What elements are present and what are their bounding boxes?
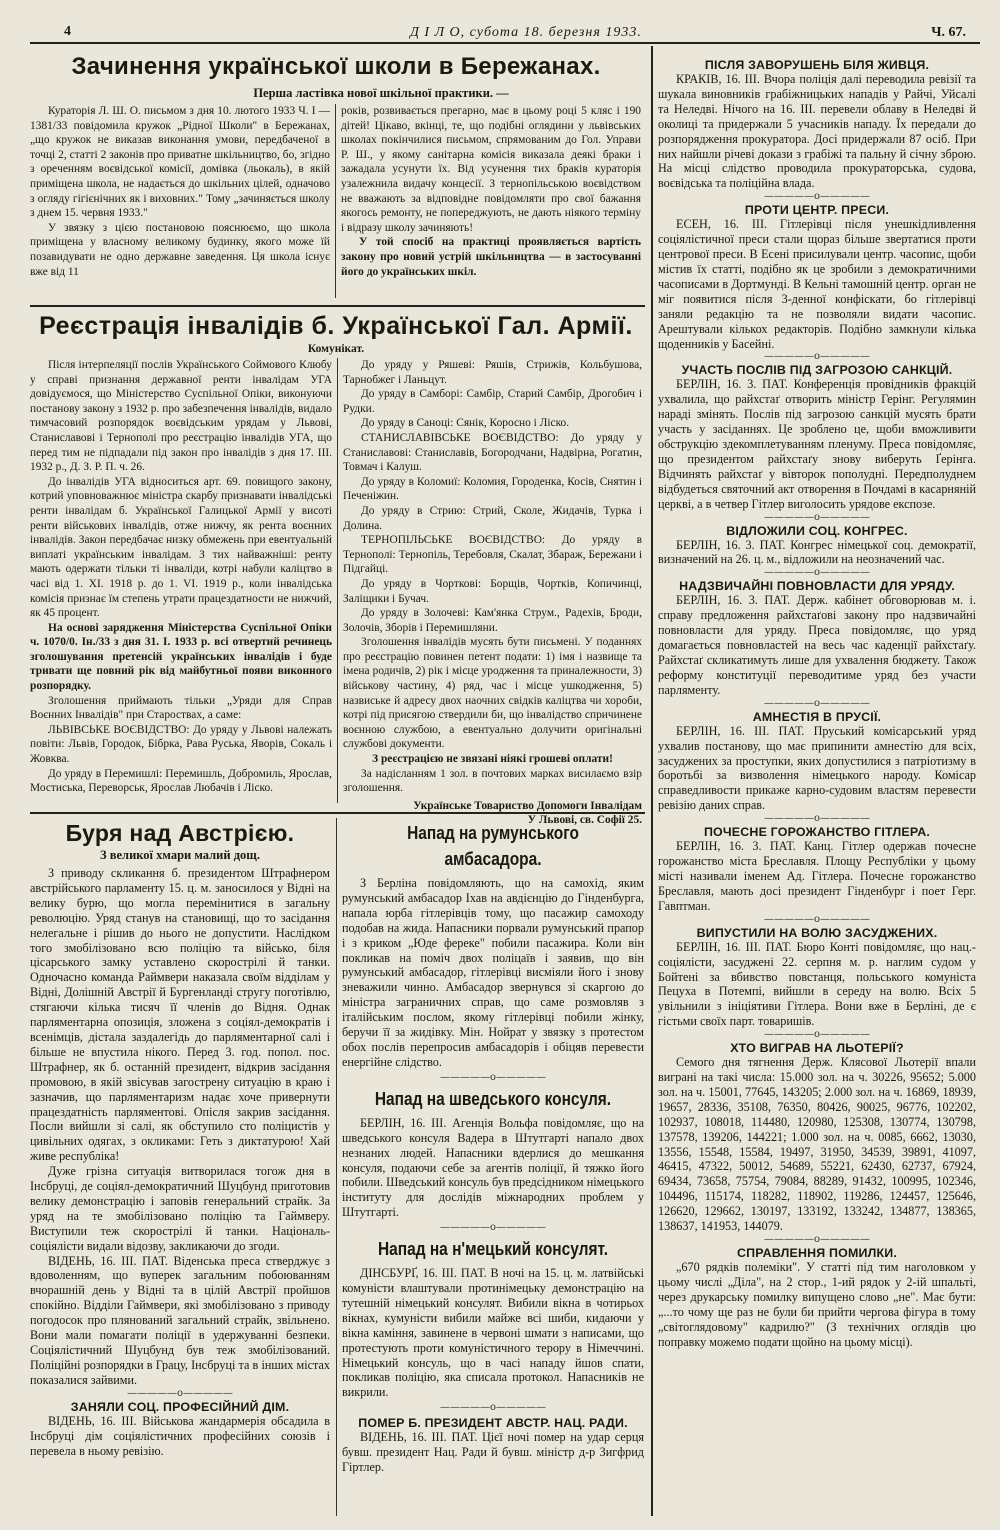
signature-address: У Львові, св. Софії 25. [527,814,642,827]
masthead-dateline: Д І Л О, субота 18. березня 1933. [410,25,642,40]
paragraph: До уряду в Коломиї: Коломия, Городенка, Косів, Снятин і Печеніжин. [343,475,642,503]
paragraph: До уряду в Перемишлі: Перемишль, Добромиль, Ярослав, Мостиська, Переворськ, Ярослав Любачів і Ліско. [30,767,332,795]
paragraph: КРАКІВ, 16. III. Вчора поліція далі переводила ревізії та шукала виновників грабіжницьких нападів у Райчі, Уйсалі та Неледві. Нічого на 16. III. перевели облаву в Неледві й околиці та придержали 5 учасників нападу. Їх передали до розпорядження прокуратора. Досі придержали 87 осіб. При них найшли річеві докази з грабіжі та пальну й січну зброю. На місці слідство проводила прокураторська, судова, воєвідська та поліційна влада. [658,72,976,191]
article-swedish-title: Напад на шведського консуля. [374,1088,612,1109]
article-german-title: Напад на н'мецький консулят. [377,1239,609,1260]
news-title: НАДЗВИЧАЙНІ ПОВНОВЛАСТИ ДЛЯ УРЯДУ. [679,579,955,594]
article-invalids-col1 [30,358,332,808]
separator: —————o————— [763,913,871,925]
separator: —————o————— [763,351,871,363]
paragraph: До уряду в Золочеві: Кам'янка Струм., Радехів, Броди, Золочів, Зборів і Перемишляни. [343,607,642,634]
news-title: УЧАСТЬ ПОСЛІВ ПІД ЗАГРОЗОЮ САНКЦІЙ. [681,363,953,378]
paragraph: СТАНИСЛАВІВСЬКЕ ВОЄВІДСТВО: До уряду у Станиславові: Станиславів, Богородчани, Надвірна, Рогатин, Товмач і Калуш. [343,431,642,474]
paragraph: З реєстрацією не звязані ніякі грошеві оплати! [372,753,613,766]
separator: —————o————— [763,1029,871,1041]
article-school-title: Зачинення української школи в Бережанах. [71,53,601,80]
separator: —————o————— [763,567,871,579]
article-school-col2 [341,104,641,300]
article-school [30,52,642,302]
article-invalids-title: Реєстрація інвалідів б. Української Гал. Армії. [39,312,633,340]
news-title: СПРАВЛЕННЯ ПОМИЛКИ. [737,1246,897,1260]
paragraph: Зголошення інвалідів мусять бути письмені. У поданнях про реєстрацію повинен петент подати: 1) імя і назвище та імена родичів, 2) рік і місце уродження та приналежности, 3) військову частину, 4) ряд, час і місце ушкодження, 5) назвиське й адресу двох наочних свідків каліцтва чи хороби, котрі під присягою ствердили би, що інвалідство спричинене воєнною службою, а евентуально долучити оригінальні службові документи. [343,636,642,751]
separator: —————o————— [763,1234,871,1245]
middle-column [342,820,644,1516]
right-column [658,58,976,1518]
paragraph: Зголошення приймають тільки „Уряди для Справ Воєнних Інвалідів" при Староствах, а саме: [30,694,332,722]
news-title: ПІСЛЯ ЗАВОРУШЕНЬ БІЛЯ ЖИВЦЯ. [704,58,930,72]
paragraph: До уряду у Ряшеві: Ряшів, Стрижів, Кольбушова, Тарнобжег і Ланьцут. [343,359,642,386]
paragraph: БЕРЛІН, 16. 3. ПАТ. Конференція провідників фракцій ухвалила, що райхстаґ отворить міністр Герінг. Регулямин нараді змінять. Послів під загрозою санкцій мусять брати участь у засіданнях. Це зроблено це, щоби вможливити обструкцію здекомплетуванням пленуму. Преса повідомляє, що президентом райхстаґу знову виберуть Ґерінга. Відчинять райхстаґ у вівторок пополудні. Передполуднем відбудеться святочний акт отворення в Почдамі в касарняній церкві, а в четвер Гітлер виголосить урядове експозе. [658,377,976,511]
signature: Українське Товариство Допомоги Інвалідам [413,799,642,812]
paragraph: ДІНСБУРҐ, 16. III. ПАТ. В ночі на 15. ц. м. латвійські комуністи влаштували протинімецьку демонстрацію на тутешній німецький консулят. Вибили вікна в чотирьох вікнах, кумуністи вибили майже всі шиби, кидаючи у вікна каміння, завинене в червоні шмати з написами, що протестують проти комуністичного терору в Німеччині. Німецький консуль, що в часі нападу йшов спати, покликав поліцію, яка списала протокол. Напасників не викрили. [342,1266,644,1400]
separator: —————o————— [439,1222,547,1234]
separator: —————o————— [763,511,871,523]
paragraph: З Берліна повідомляють, що на самохід, яким румунський амбасадор Іхав на авдієнцію до Гінденбурга, напала юрба гітлерівців тому, що пасажир самоходу подобав на жида. Напасники порвали румунський прапор і з криком „Юде фереке" побили пасажира. Коли він покликав на поміч двох поліцаїв і заявив, що він румунський амбасадор, гітлерівці висміяли його і знову зневажили чинно. Амбасадор звернувся зі скаргою до міністра заграничних справ, що саме розмовляв з італійським послом, якому гітлерівці побили жінку, беручи її за жидівку. Мін. Нойрат у звязку з протестом обох послів перепросив амбасадорів і обіцяв перевести енергійне слідство. [342,876,644,1069]
article-school-subtitle: Перша ластівка нової шкільної практики. — [253,86,509,100]
paragraph: років, розвивається прегарно, має в цьому році 5 кляс і 190 дітей! Цікаво, вкінці, те, що подібні оглядини у львівських школах покінчилися письмом, спрямованим до Гол. Управи Р. Ш., у якому санітарна комісія виказала деякі браки і зажадала усунути їх. Від усунення тих браків кураторія узалежнила видачу концесії. З тернопільською воєвідством не вважають за відповідне повідомляти про свої бажання якогось ремонту, не попереджують, не дають ніякого терміну і відразу школу зачиняють! [341,105,641,234]
paragraph: До уряду в Самборі: Самбір, Старий Самбір, Дрогобич і Рудки. [343,388,642,415]
paragraph: З приводу скликання б. президентом Штрафнером австрійського парламенту 15. ц. м. заносилося у Відні на велику бурю, що могла перемінитися в загальну революцію. Уряд станув на становищі, що то засідання нелегальне і рішив до нього не допустити. Наслідком того змобілізовано всю поліцію та військо, біля цісарського замку уставлено скорострілі й танки. Одночасно команда Раймвери наказала своїм відділам у Відні, Долішній Австрії й Бургенланді стругу поготівлю, стягаючи кілька тисяч її членів до Відня. Однак парляментарна опозиція, зложена з соціял-демократів і всенімців, дістала заздалегідь до парляментарної салі і більше не впустила нікого. Перед 3. год. попол. пос. Штрафнер, як б. останній президент, відкрив засідання промовою, в якій звісував загострену ситуацію в краю і зазначив, що парляментаризм надає хоче привернути працездатність парляментові. Опісля закрив засідання. Посли вийшли зі салі, як обступило сто поліцистів у цивільних одягах, з окликами: Геть з диктатурою! Хай живе республіка! [30,866,330,1164]
paragraph: Після інтерпеляції послів Українського Соймового Клюбу у справі признання державної ренти інвалідам УГА довідуємося, що Міністерство Суспільної Опіки, виконуючи постанову закону з 1932 р. про забезпечення інвалідів, видало тимчасовий розпорядок воєвідським урядам у Львові, Станиславові і Тернополі про реєстрацію інвалідів УГА, що перед тим не підпадали під закон про інвалідів з дня 17. III. 1932 р., Д. З. Р. П. ч. 26. [30,359,332,474]
article-storm [30,818,330,1518]
paragraph: У звязку з цією постановою пояснюємо, що школа приміщена у власному великому будинку, якого може їй позавидувати не одно державне заведення. Ця школа існує вже від 11 [30,221,330,278]
paragraph: Кураторія Л. Ш. О. письмом з дня 10. лютого 1933 Ч. І — 1381/33 повідомила кружок „Рідної Школи" в Бережанах, „що кружок не виказав виконання умови, передбаченої в точці 2, статті 2 законів про приватне шкільництво, бо, згідно з орeченням воєвідської комісії, домівка (льокаль), в якій приміщена школа, не надається до шкільних цілей, одначово з огляду гігієнічних як і виховних." Тому „зачиняється школу з днем 15. червня 1933." [30,105,330,220]
separator: —————o————— [763,697,871,709]
paragraph: За надісланням 1 зол. в почтових марках висилаємо взір зголошення. [343,767,642,795]
separator: —————o————— [439,1071,547,1083]
news-title: ЗАНЯЛИ СОЦ. ПРОФЕСІЙНИЙ ДІМ. [70,1399,290,1414]
paragraph: На основі зарядження Міністерства Суспільної Опіки ч. 1070/0. Ін./33 з дня 31. І. 1933 р. всі отвертий речинець зголошування претенсій українських інвалідів і буде тривати ще повний рік від майбутньої появи виконного розпорядку. [30,621,332,693]
news-title: ХТО ВИГРАВ НА ЛЬОТЕРІЇ? [730,1041,904,1056]
section-rule [30,812,645,814]
paragraph: До уряду в Стрию: Стрий, Сколе, Жидачів, Турка і Долина. [343,504,642,532]
paragraph: БЕРЛІН, 16. 3. ПАТ. Держ. кабінет обговорював м. і. справу предложення райхстаґові закону про надзвичайні повновласти для уряду. Преса повідомляє, що уряд домагається повновластей на весь час каденції райхстаґу. Райхстаґ скликатимуть лише для ухвалення бюджету. Також реформу конституції переводитиме уряд без участи парляменту. [658,593,976,697]
news-title: ПОЧЕСНЕ ГОРОЖАНСТВО ГІТЛЕРА. [703,825,931,840]
page-number: 4 [64,24,71,39]
paragraph: „670 рядків полеміки". У статті під тим наголовком у цьому числі „Діла", на 2 стор., 1-ий рядок у 2-ій шпальті, через друкарську помилку випущено слово „не". Має бути: „...то чому ще раз не були би прийти черговa фігура в тому „світоглядовому" кадрилю?" (З технічних оглядів цю поправку можемо подати щойно на цьому місці). [658,1260,976,1349]
paragraph: БЕРЛІН, 16. III. ПАТ. Бюро Конті повідомляє, що нац.-соціялісти, засуджені 22. серпня м. р. наглим судом у Бойтені за вбивство повстанця, польського комуніста Пецуха в Потемпі, вийшли в середу на волю. Всіх 5 увільнили з ініціятиви Гітлера. Вони вже в Берліні, де є гістьми своїх парт. товаришів. [658,939,976,1029]
column-rule [336,818,337,1516]
paragraph: БЕРЛІН, 16. 3. ПАТ. Канц. Гітлер одержав почесне горожанство міста Бреславля. Площу Республіки у цьому місті називали іменем Ад. Гітлера. Почесне горожанство Бреславля, мають досі президент Гінденбург і поет Герг. Гавптман. [658,839,976,913]
article-storm-subtitle: З великої хмари малий дощ. [100,848,260,862]
paragraph: БЕРЛІН, 16. III. Агенція Вольфа повідомляє, що на шведського консуля Вадера в Штутгарті напало двох незнаних людей. Напасники вдерлися до мешкання консуля, подаючи себе за агентів поліції, й тяжко його побили. Шведський консуль був предсідником німецького інституту для дослідів міжнародних проблем у Штутгарті. [342,1115,644,1220]
separator: —————o————— [439,1402,547,1414]
column-rule-main [651,46,653,1516]
paragraph: ТЕРНОПІЛЬСЬКЕ ВОЄВІДСТВО: До уряду в Тернополі: Тернопіль, Теребовля, Скалат, Збараж, Бережани і Підгайці. [343,534,642,576]
paragraph: Семого дня тягнення Держ. Клясової Льотерії впали виграні на такі числа: 15.000 зол. на ч. 30226, 95652; 5.000 зол. на ч. 15001, 77645, 143205; 2.000 зол. на ч. 16869, 18939, 19657, 28336, 35108, 76350, 80426, 90025, 96776, 102202, 102937, 108018, 114480, 120980, 125308, 130774, 130798, 137578, 139206, 144221; 1.000 зол. на ч. 0085, 6662, 13030, 13556, 15548, 15584, 19497, 31950, 34539, 39891, 41097, 46415, 47322, 50012, 54689, 55221, 62430, 62737, 67924, 69434, 73658, 75754, 79084, 88289, 91432, 100995, 102346, 104496, 115174, 118282, 118902, 119286, 124457, 125646, 126620, 129662, 130197, 133192, 133242, 134877, 138365, 138637, 141953, 144079. [658,1055,976,1234]
separator: —————o————— [126,1387,234,1399]
page-header [30,26,980,44]
paragraph: Дуже грізна ситуація витворилася тогож дня в Інсбруці, де соціял-демократичний Шуцбунд приготовив велику демонстрацію і заповів генеральний страйк. За уряд на те змобілізовано поліцію та Гаймвеpу. Виступили теж скорострілі й танки. Національ-соціялісти видали відозву, закликаючи до згоди. [30,1164,330,1253]
paragraph: До інвалідів УГА відноситься арт. 69. повищого закону, котрий уповновaжнює міністра скарбу признавати інвалідські ренти інвалідам б. Української Галицької Армії у висоті ренти військових інвалідів, отже нижчу, як рента воєнних інвалідів. Закон передбачає низку обмежень при евентуальній виплаті українським інвалідам. З тих найважніші: ренту мають одержати тільки ті інваліди, котрі набули каліцтво в часі від 1. XI. 1918 р. до 1. VI. 1919 р., коли інвалідська комісія признає їм степень утрати працездатности не нижчий, як 45 процент. [30,475,332,620]
column-rule [335,104,336,298]
news-title: ПРОТИ ЦЕНТР. ПРЕСИ. [744,203,890,218]
paragraph: ЕСЕН, 16. III. Гітлерівці після унешкідливлення соціялістичної преси стали щораз більше звертатися проти центрової преси. В Есені присилували центр. часопис, щоби містив їх статті, подібно як це зробили з демократичними часописами в Дортмунді. В Кельні тамошній центр. орган не міг появитися після 3-денної конфіскати, бо гітлерівці заняли редакцію та не позволяли видати часопис. Арештували кількох редакторів. Подібно замкнули кілька щоденників у Басейні. [658,217,976,351]
news-title: ВИПУСТИЛИ НА ВОЛЮ ЗАСУДЖЕНИХ. [696,925,938,940]
separator: —————o————— [763,191,871,203]
paragraph: До уряду в Чорткові: Борщів, Чортків, Копичинці, Заліщики і Бучач. [343,577,642,605]
article-invalids [30,310,642,827]
column-rule [337,358,338,803]
paragraph: У той спосіб на практиці проявляється вартість закону про новий устрій шкільництва — в застосуванні його до українських шкіл. [341,236,641,278]
paragraph: ВІДЕНЬ, 16. III. ПАТ. Цієї ночі помер на удар серця бувш. президент Нац. Ради й бувш. міністр д-р Зигфрид Гіртлер. [342,1430,644,1475]
article-invalids-subtitle: Комунікат. [307,343,365,355]
news-title: АМНЕСТІЯ В ПРУСІЇ. [752,709,882,724]
article-storm-title: Буря над Австрією. [65,820,295,846]
separator: —————o————— [763,813,871,825]
news-title: ВІДЛОЖИЛИ СОЦ. КОНГРЕС. [726,523,908,538]
paragraph: ВІДЕНЬ, 16. III. Військова жандармерія обсадила в Інсбруці дім соціялістичних професійних союзів і перевела в ньому ревізію. [30,1413,330,1458]
paragraph: БЕРЛІН, 16. III. ПАТ. Пруський комісарський уряд ухвалив постанову, що має припинити амнестію для всіх, засуджених за проступки, яких допустилися з патріотизму в боротьбі за визволення німецького народу. Комісар справедливости прикаже карно-судовим властям перевести ревізію даних справ. [658,723,976,813]
paragraph: До уряду в Саноці: Сянік, Коросно і Ліско. [361,417,570,430]
issue-number: Ч. 67. [931,25,966,40]
article-romanian-title: Напад на румунського амбасадора. [407,823,579,869]
article-invalids-col2 [343,358,642,827]
paragraph: ЛЬВІВСЬКЕ ВОЄВІДСТВО: До уряду у Львові належать повіти: Львів, Городок, Бібрка, Рава Руська, Яворів, Сокаль і Жовква. [30,723,332,766]
news-title: ПОМЕР Б. ПРЕЗИДЕНТ АВСТР. НАЦ. РАДИ. [358,1416,628,1431]
paragraph: ВІДЕНЬ, 16. III. ПАТ. Віденська преса стверджує з вдоволенням, що вуперек загальним побоюванням вчорашній день у Відні та в цілій Австрії пройшов спокійно. Відділи Гаймвери, які змобілізовано з приводу погодоcок про плянований загальний страйк, звільнено. Вони мали помагати поліції в удержуванні безпеки. Соціялістичний Шуцбунд був теж змобілізований. Поліційні розпорядки в Грацу, Інсбруці та в інших містах показалися зайвими. [30,1253,330,1387]
section-rule [30,305,645,307]
paragraph: БЕРЛІН, 16. 3. ПАТ. Конгрес німецької соц. демократії, визначений на 26. ц. м., відложили на неозначений час. [658,537,976,567]
article-school-col1 [30,104,330,300]
